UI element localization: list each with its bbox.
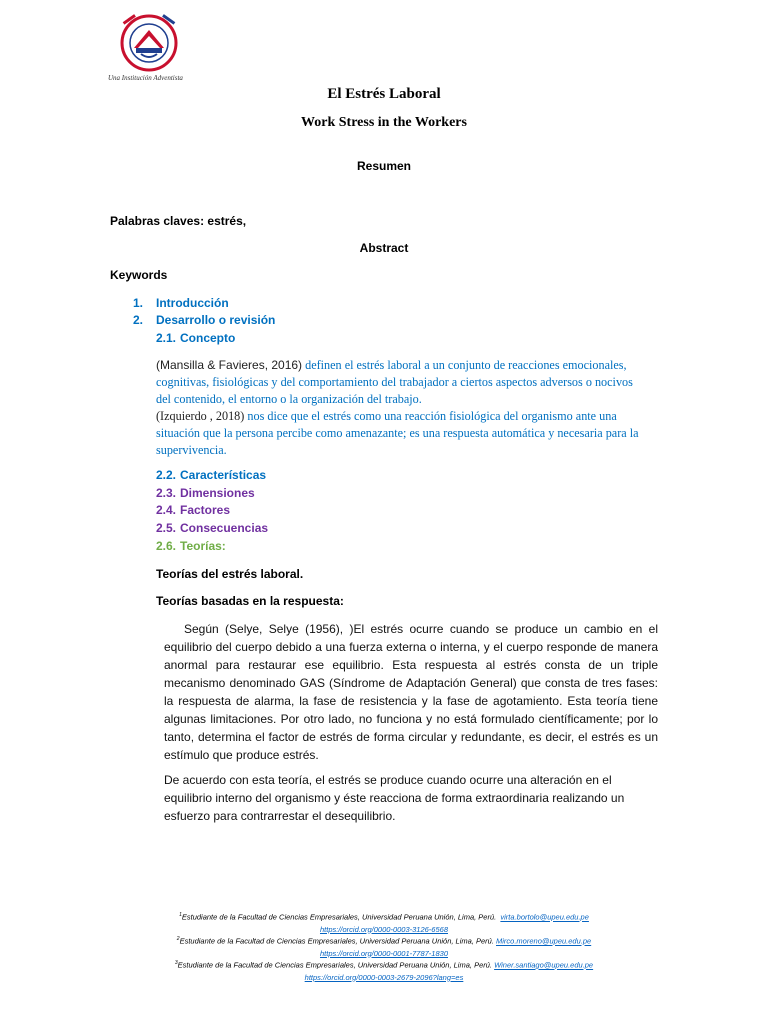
acuerdo-paragraph: De acuerdo con esta teoría, el estrés se produce cuando ocurre una alteración en el equilibrio interno del organismo y éste reacciona de forma extraordinaria realizando un esfuerzo para contrarrestar el desequilibrio.	[164, 773, 625, 823]
section-label: Consecuencias	[180, 521, 269, 535]
footnote-orcid-link[interactable]: https://orcid.org/0000-0003-2679-2096?lang=es	[304, 972, 464, 982]
section-number: 2.2.	[156, 468, 177, 482]
section-number: 2.1.	[156, 331, 177, 345]
teorias-respuesta-heading: Teorías basadas en la respuesta:	[156, 594, 344, 608]
footnote-marker: 1	[179, 912, 182, 918]
section-label: Características	[180, 468, 267, 482]
resumen-heading: Resumen	[356, 159, 412, 173]
footnote-marker: 3	[174, 960, 178, 966]
footnote-marker: 2	[176, 936, 180, 942]
footnote-orcid-link[interactable]: https://orcid.org/0000-0003-3126-6568	[319, 924, 448, 934]
footnote-text: Estudiante de la Facultad de Ciencias Empresariales, Universidad Peruana Unión, Lima, Perú.	[181, 912, 497, 922]
section-label: Concepto	[180, 331, 236, 345]
footnote-text: Estudiante de la Facultad de Ciencias Empresariales, Universidad Peruana Unión, Lima, Perú.	[179, 936, 494, 946]
section-label: Factores	[180, 503, 231, 517]
section-label: Dimensiones	[180, 486, 255, 500]
palabras-claves: Palabras claves: estrés,	[110, 214, 247, 228]
selye-paragraph: Según (Selye, Selye (1956), )El estrés ocurre cuando se produce un cambio en el equilibrio del cuerpo debido a una fuerza externa o interna, y el cuerpo responde de manera anormal para restaurar ese equilibrio. Esta respuesta al estrés consta de un triple mecanismo denominado GAS (Síndrome de Adaptación General) que consta de tres fases: la respuesta de alarma, la fase de resistencia y la fase de agotamiento. Esta teoría tiene algunas limitaciones. Por otro lado, no funciona y no está formulado científicamente; por lo tanto, determina el factor de estrés de forma circular y redundante, es decir, el estrés es un estímulo que produce estrés.	[164, 622, 658, 762]
section-introduccion	[133, 296, 229, 310]
section-number: 2.	[133, 313, 144, 327]
abstract-heading: Abstract	[359, 241, 409, 255]
section-consecuencias	[156, 521, 268, 535]
university-seal-icon	[114, 14, 184, 72]
footnote-2	[0, 933, 768, 960]
section-number: 2.4.	[156, 503, 177, 517]
footnote-email-link[interactable]: Winer.santiago@upeu.edu.pe	[494, 960, 594, 970]
section-label: Desarrollo o revisión	[156, 313, 276, 327]
section-number: 2.6.	[156, 539, 177, 553]
concepto-text-2: nos dice que el estrés como una reacción fisiológica del organismo ante una situación que la persona percibe como amenazante; es una respuesta automática y necesaria para la supervivencia.	[156, 409, 639, 457]
logo-tagline: Una Institución Adventista	[108, 74, 183, 82]
section-label: Teorías:	[180, 539, 226, 553]
footnote-email-link[interactable]: virta.bortolo@upeu.edu.pe	[500, 912, 589, 922]
concepto-paragraph	[156, 357, 646, 459]
section-factores	[156, 503, 230, 517]
footnote-3	[0, 957, 768, 984]
footnote-1	[0, 909, 768, 936]
citation-izquierdo: (Izquierdo , 2018)	[156, 409, 245, 423]
section-number: 2.5.	[156, 521, 177, 535]
concepto-text-1: definen el estrés laboral a un conjunto de reacciones emocionales, cognitivas, fisiológicas y del comportamiento del trabajador a ciertos aspectos adversos o nocivos del contenido, el entorno o la organización del trabajo.	[156, 358, 633, 406]
section-number: 1.	[133, 296, 144, 310]
footnote-email-link[interactable]: Mirco.moreno@upeu.edu.pe	[496, 936, 592, 946]
section-label: Introducción	[156, 296, 229, 310]
teorias-heading: Teorías del estrés laboral.	[156, 567, 304, 581]
section-desarrollo	[133, 313, 275, 327]
footnote-orcid-link[interactable]: https://orcid.org/0000-0001-7787-1830	[319, 948, 448, 958]
section-number: 2.3.	[156, 486, 177, 500]
keywords-heading: Keywords	[110, 268, 168, 282]
section-dimensiones	[156, 486, 255, 500]
document-subtitle: Work Stress in the Workers	[301, 115, 467, 130]
section-concepto	[156, 331, 235, 345]
section-caracteristicas	[156, 468, 266, 482]
citation-mansilla: (Mansilla & Favieres, 2016)	[156, 358, 303, 372]
university-logo	[108, 14, 188, 82]
section-teorias	[156, 539, 226, 553]
document-title: El Estrés Laboral	[327, 86, 441, 102]
footnote-text: Estudiante de la Facultad de Ciencias Empresariales, Universidad Peruana Unión, Lima, Perú.	[177, 960, 492, 970]
